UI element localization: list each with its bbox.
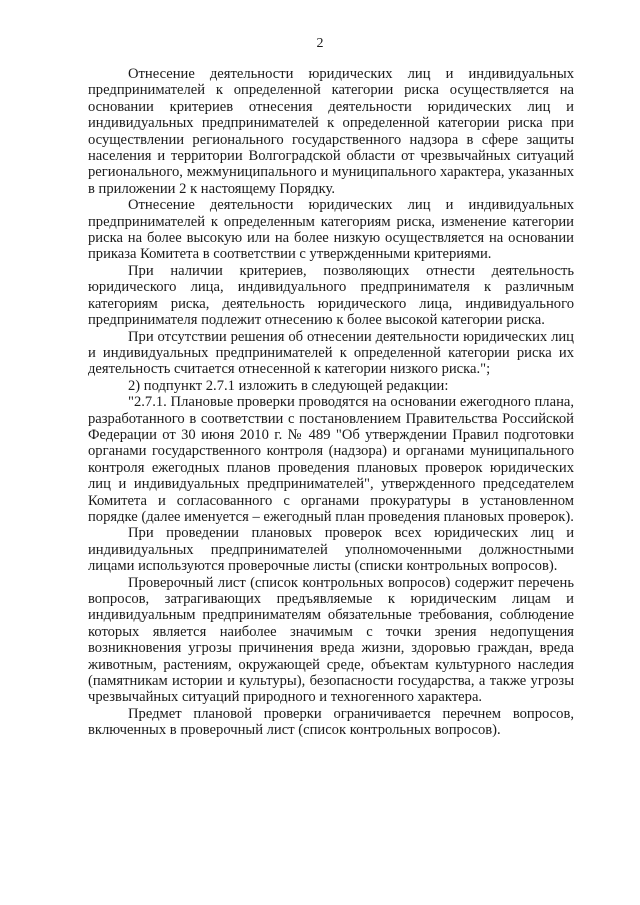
paragraph-risk-category-basis: Отнесение деятельности юридических лиц и индивидуальных предпринимателей к определенной категории риска осуществляется на основании критериев отнесения деятельности юридических лиц и индивидуальных предпринимателей к определенной категории риска при осуществлении регионального государственного надзора в сфере защиты населения и территории Волгоградской области от чрезвычайных ситуаций регионального, межмуниципального и муниципального характера, указанных в приложении 2 к настоящему Порядку.: [88, 66, 574, 197]
document-body: [88, 66, 574, 739]
page-number: 2: [316, 36, 324, 51]
paragraph-clause-2-7-1: "2.7.1. Плановые проверки проводятся на основании ежегодного плана, разработанного в соответствии с постановлением Правительства Российской Федерации от 30 июня 2010 г. № 489 "Об утверждении Правил подготовки органами государственного контроля (надзора) и органами муниципального контроля ежегодных планов проведения плановых проверок юридических лиц и индивидуальных предпринимателей", утвержденного председателем Комитета и согласованного с органами прокуратуры в установленном порядке (далее именуется – ежегодный план проведения плановых проверок).: [88, 394, 574, 525]
paragraph-multiple-criteria: При наличии критериев, позволяющих отнести деятельность юридического лица, индивидуального предпринимателя к различным категориям риска, деятельность юридического лица, индивидуального предпринимателя подлежит отнесению к более высокой категории риска.: [88, 262, 574, 329]
paragraph-checklists-usage: При проведении плановых проверок всех юридических лиц и индивидуальных предпринимателей уполномоченными должностными лицами используются проверочные листы (списки контрольных вопросов).: [88, 525, 574, 575]
paragraph-risk-category-change: Отнесение деятельности юридических лиц и индивидуальных предпринимателей к определенным категориям риска, изменение категории риска на более высокую или на более низкую осуществляется на основании приказа Комитета в соответствии с утвержденными критериями.: [88, 197, 574, 263]
paragraph-no-decision: При отсутствии решения об отнесении деятельности юридических лиц и индивидуальных предпринимателей к определенной категории риска их деятельность считается отнесенной к категории низкого риска.";: [88, 328, 574, 378]
paragraph-subclause-amendment: 2) подпункт 2.7.1 изложить в следующей редакции:: [128, 377, 449, 394]
paragraph-checklist-contents: Проверочный лист (список контрольных вопросов) содержит перечень вопросов, затрагивающих предъявляемые к юридическим лицам и индивидуальным предпринимателям обязательные требования, соблюдение которых является наиболее значимым с точки зрения недопущения возникновения угрозы причинения вреда жизни, здоровью граждан, вреда животным, растениям, окружающей среде, объектам культурного наследия (памятникам истории и культуры), безопасности государства, а также угрозы чрезвычайных ситуаций природного и техногенного характера.: [88, 574, 574, 706]
paragraph-inspection-subject: Предмет плановой проверки ограничивается перечнем вопросов, включенных в проверочный лист (список контрольных вопросов).: [88, 705, 574, 739]
